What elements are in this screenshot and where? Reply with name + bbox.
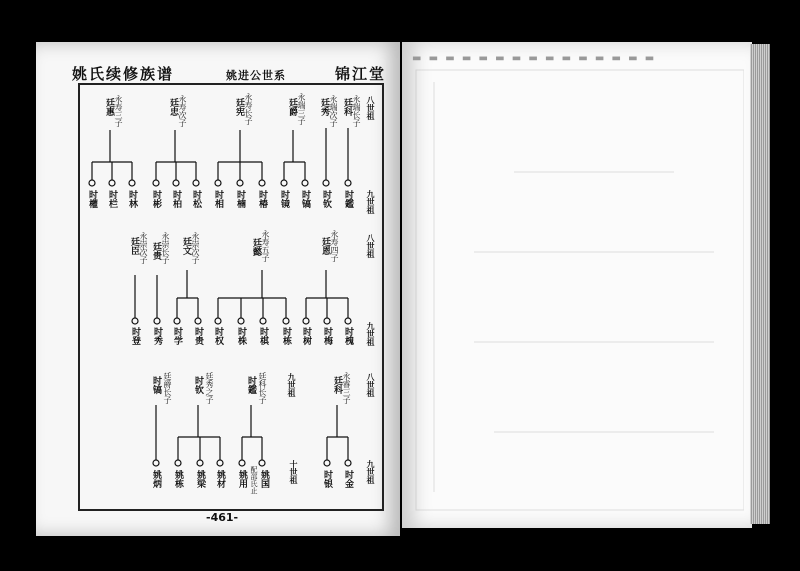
child-name: 姚国 bbox=[259, 470, 269, 488]
generation-label: 九世祖 bbox=[366, 190, 375, 214]
child-name: 时林 bbox=[127, 190, 137, 208]
parent-note: 永瑞长子 bbox=[352, 95, 361, 127]
parent-name: 廷臣 bbox=[129, 237, 139, 255]
parent-note: 永瑞次子 bbox=[329, 95, 338, 127]
child-name: 时鑑 bbox=[343, 190, 353, 208]
generation-label: 十世祖 bbox=[289, 460, 298, 484]
child-name: 时钦 bbox=[321, 190, 331, 208]
child-name: 时槐 bbox=[343, 327, 353, 345]
child-name: 时镜 bbox=[279, 190, 289, 208]
generation-label: 九世祖 bbox=[366, 322, 375, 346]
child-name: 时彬 bbox=[151, 190, 161, 208]
parent-note: 永崇次子 bbox=[191, 232, 200, 264]
parent-name: 廷惠 bbox=[104, 98, 114, 116]
generation-label: 八世祖 bbox=[366, 373, 375, 397]
child-name: 姚用 bbox=[237, 470, 247, 488]
parent-name: 廷文 bbox=[181, 237, 191, 255]
parent-name: 廷懿 bbox=[251, 238, 261, 256]
child-name: 时椿 bbox=[257, 190, 267, 208]
parent-note: 廷科长子 bbox=[258, 372, 267, 404]
child-name: 时松 bbox=[191, 190, 201, 208]
generation-label: 九世祖 bbox=[287, 373, 296, 397]
child-note: 配邵氏止 bbox=[250, 466, 258, 494]
page-number: -461- bbox=[206, 511, 239, 524]
parent-name: 廷忠 bbox=[168, 98, 178, 116]
child-name: 时金 bbox=[343, 470, 353, 488]
parent-name: 时鑑 bbox=[246, 376, 256, 394]
parent-name: 廷宪 bbox=[234, 98, 244, 116]
parent-name: 廷贵 bbox=[151, 242, 161, 260]
parent-note: 永寿五子 bbox=[261, 230, 270, 262]
parent-note: 永崇长子 bbox=[161, 232, 170, 264]
child-name: 时栏 bbox=[107, 190, 117, 208]
parent-name: 廷爵 bbox=[287, 98, 297, 116]
parent-name: 廷恩 bbox=[320, 237, 330, 255]
child-name: 时柏 bbox=[171, 190, 181, 208]
child-name: 时楠 bbox=[235, 190, 245, 208]
parent-name: 时钦 bbox=[193, 376, 203, 394]
generation-label: 八世祖 bbox=[366, 234, 375, 258]
parent-note: 廷秀之子 bbox=[205, 372, 214, 404]
child-name: 时银 bbox=[322, 470, 332, 488]
generation-label: 九世祖 bbox=[366, 460, 375, 484]
child-name: 时登 bbox=[130, 327, 140, 345]
child-name: 时棋 bbox=[258, 327, 268, 345]
child-name: 时权 bbox=[213, 327, 223, 345]
child-name: 时株 bbox=[236, 327, 246, 345]
child-name: 姚炳 bbox=[151, 470, 161, 488]
right-page-header-bleedthrough: ▬ ▬ ▬ ▬ ▬ ▬ ▬ ▬ ▬ ▬ ▬ ▬ ▬ ▬ ▬ bbox=[412, 53, 657, 64]
child-name: 时学 bbox=[172, 327, 182, 345]
child-name: 姚梁 bbox=[195, 470, 205, 488]
generation-label: 八世祖 bbox=[366, 96, 375, 120]
parent-note: 永寿三子 bbox=[114, 95, 123, 127]
parent-name: 廷秀 bbox=[319, 98, 329, 116]
child-name: 姚栋 bbox=[173, 470, 183, 488]
parent-name: 时镐 bbox=[151, 376, 161, 394]
child-name: 时梅 bbox=[322, 327, 332, 345]
parent-note: 永睿三子 bbox=[342, 372, 351, 404]
book-title: 姚氏续修族谱 bbox=[72, 65, 175, 83]
parent-note: 永寿四子 bbox=[330, 230, 339, 262]
parent-note: 廷爵长子 bbox=[163, 372, 172, 404]
child-name: 时相 bbox=[213, 190, 223, 208]
parent-note: 永寿长子 bbox=[244, 93, 253, 125]
child-name: 时镐 bbox=[300, 190, 310, 208]
child-name: 姚材 bbox=[215, 470, 225, 488]
parent-note: 永瑞三子 bbox=[297, 93, 306, 125]
parent-name: 廷科 bbox=[342, 98, 352, 116]
parent-note: 永寿次子 bbox=[178, 95, 187, 127]
child-name: 时贵 bbox=[193, 327, 203, 345]
child-name: 时秀 bbox=[152, 327, 162, 345]
child-name: 时树 bbox=[301, 327, 311, 345]
hall-name: 锦江堂 bbox=[335, 65, 387, 83]
parent-name: 廷科 bbox=[332, 376, 342, 394]
child-name: 时栋 bbox=[281, 327, 291, 345]
section-title: 姚进公世系 bbox=[226, 69, 286, 82]
child-name: 时權 bbox=[87, 190, 97, 208]
parent-note: 永崇次子 bbox=[139, 232, 148, 264]
